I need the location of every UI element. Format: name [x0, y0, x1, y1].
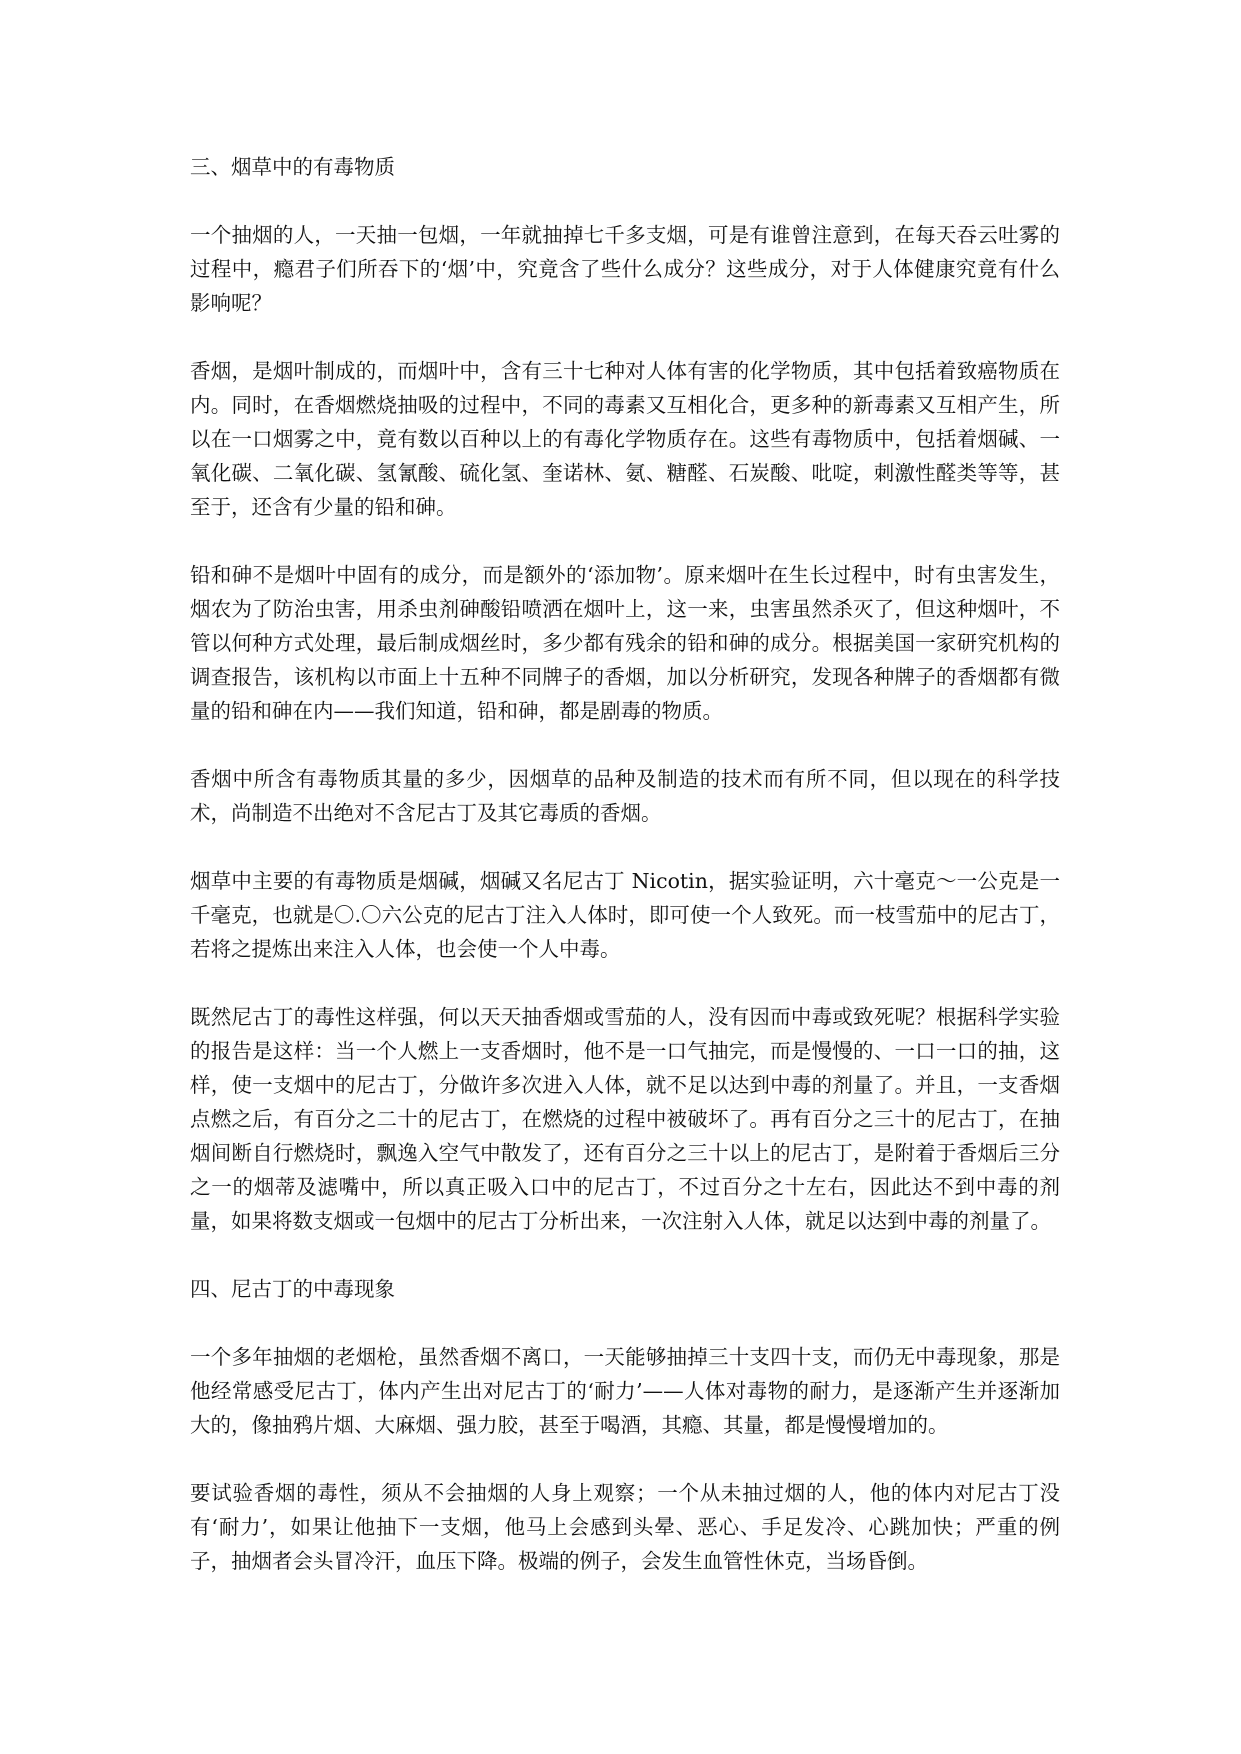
paragraph: 铅和砷不是烟叶中固有的成分，而是额外的‘添加物’。原来烟叶在生长过程中，时有虫害发生，烟农为了防治虫害，用杀虫剂砷酸铅喷洒在烟叶上，这一来，虫害虽然杀灭了，但这种烟叶，不管以何种方式处理，最后制成烟丝时，多少都有残余的铅和砷的成分。根据美国一家研究机构的调查报告，该机构以市面上十五种不同牌子的香烟，加以分析研究，发现各种牌子的香烟都有微量的铅和砷在内——我们知道，铅和砷，都是剧毒的物质。 — [190, 563, 1060, 723]
paragraph: 一个多年抽烟的老烟枪，虽然香烟不离口，一天能够抽掉三十支四十支，而仍无中毒现象，那是他经常感受尼古丁，体内产生出对尼古丁的‘耐力’——人体对毒物的耐力，是逐渐产生并逐渐加大的，像抽鸦片烟、大麻烟、强力胶，甚至于喝酒，其瘾、其量，都是慢慢增加的。 — [190, 1345, 1060, 1437]
paragraph: 香烟中所含有毒物质其量的多少，因烟草的品种及制造的技术而有所不同，但以现在的科学技术，尚制造不出绝对不含尼古丁及其它毒质的香烟。 — [190, 767, 1060, 825]
paragraph: 既然尼古丁的毒性这样强，何以天天抽香烟或雪茄的人，没有因而中毒或致死呢？根据科学实验的报告是这样：当一个人燃上一支香烟时，他不是一口气抽完，而是慢慢的、一口一口的抽，这样，使一支烟中的尼古丁，分做许多次进入人体，就不足以达到中毒的剂量了。并且，一支香烟点燃之后，有百分之二十的尼古丁，在燃烧的过程中被破坏了。再有百分之三十的尼古丁，在抽烟间断自行燃烧时，飘逸入空气中散发了，还有百分之三十以上的尼古丁，是附着于香烟后三分之一的烟蒂及滤嘴中，所以真正吸入口中的尼古丁，不过百分之十左右，因此达不到中毒的剂量，如果将数支烟或一包烟中的尼古丁分析出来，一次注射入人体，就足以达到中毒的剂量了。 — [190, 1005, 1060, 1233]
section-heading: 四、尼古丁的中毒现象 — [190, 1277, 395, 1301]
paragraph: 烟草中主要的有毒物质是烟碱，烟碱又名尼古丁 Nicotin，据实验证明，六十毫克～一公克是一千毫克，也就是〇.〇六公克的尼古丁注入人体时，即可使一个人致死。而一枝雪茄中的尼古丁，若将之提炼出来注入人体，也会使一个人中毒。 — [190, 869, 1060, 961]
paragraph: 香烟，是烟叶制成的，而烟叶中，含有三十七种对人体有害的化学物质，其中包括着致癌物质在内。同时，在香烟燃烧抽吸的过程中，不同的毒素又互相化合，更多种的新毒素又互相产生，所以在一口烟雾之中，竟有数以百种以上的有毒化学物质存在。这些有毒物质中，包括着烟碱、一氧化碳、二氧化碳、氢氰酸、硫化氢、奎诺林、氨、糖醛、石炭酸、吡啶，刺激性醛类等等，甚至于，还含有少量的铅和砷。 — [190, 359, 1060, 519]
document-page — [190, 150, 1060, 1612]
paragraph: 一个抽烟的人，一天抽一包烟，一年就抽掉七千多支烟，可是有谁曾注意到，在每天吞云吐雾的过程中，瘾君子们所吞下的‘烟’中，究竟含了些什么成分？这些成分，对于人体健康究竟有什么影响呢？ — [190, 223, 1060, 315]
section-heading: 三、烟草中的有毒物质 — [190, 155, 395, 179]
paragraph: 要试验香烟的毒性，须从不会抽烟的人身上观察；一个从未抽过烟的人，他的体内对尼古丁没有‘耐力’，如果让他抽下一支烟，他马上会感到头晕、恶心、手足发冷、心跳加快；严重的例子，抽烟者会头冒冷汗，血压下降。极端的例子，会发生血管性休克，当场昏倒。 — [190, 1481, 1060, 1573]
section-nicotine-poisoning — [190, 1272, 1060, 1578]
section-toxic-substances — [190, 150, 1060, 1238]
